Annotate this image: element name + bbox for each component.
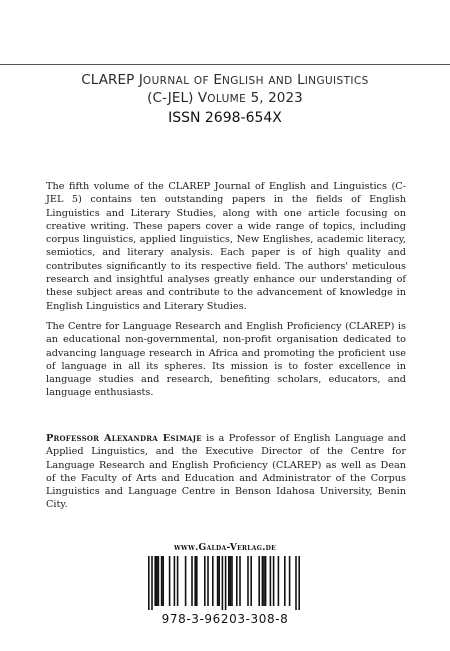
barcode-bar: [217, 556, 219, 606]
editor-name: Professor Alexandra Esimaje: [46, 433, 202, 444]
barcode-bar: [212, 556, 214, 606]
barcode-bar: [218, 556, 220, 606]
barcode-bar: [228, 556, 230, 606]
barcode-bar: [207, 556, 209, 606]
barcode-bar: [284, 556, 286, 606]
barcode-bar: [222, 556, 224, 610]
barcode-bar: [177, 556, 179, 606]
barcode-bar: [194, 556, 196, 606]
barcode-bar: [148, 556, 150, 610]
isbn-number: 978-3-96203-308-8: [161, 612, 289, 626]
barcode-bar: [250, 556, 252, 606]
barcode-bar: [265, 556, 267, 606]
barcode-bar: [196, 556, 198, 606]
barcode-bar: [247, 556, 249, 606]
issn: ISSN 2698-654X: [168, 110, 282, 126]
barcode-bar: [158, 556, 160, 606]
editor-bio-text: is a Professor of English Language and Applied Linguistics, and the Executive Director of the Centre for Language Research and English Proficiency (CLAREP) as well as Dean of the Faculty of Arts and Education and Administrator of the Corpus Linguistics and Language Centre in Benson Idahosa University, Benin City.: [46, 433, 407, 511]
barcode-bar: [161, 556, 163, 606]
journal-title: CLAREP JOURNAL OF ENGLISH AND LINGUISTICS: [81, 72, 369, 88]
barcode-bar: [204, 556, 206, 606]
barcode-bar: [162, 556, 164, 606]
barcode-bar: [169, 556, 171, 606]
barcode-bar: [154, 556, 156, 606]
centre-description: The Centre for Language Research and English Proficiency (CLAREP) is an educational non-governmental, non-profit organisation dedicated to advancing language research in Africa and promoting the proficient use of language in all its spheres. Its mission is to foster excellence in language studies and research, benefiting scholars, educators, and language enthusiasts.: [46, 321, 406, 399]
barcode-bar: [191, 556, 193, 606]
volume-description: The fifth volume of the CLAREP Journal of English and Linguistics (C-JEL 5) contains ten outstanding papers in the fields of English Linguistics and Literary Studies, along with one article focusing on creative writing. These papers cover a wide range of topics, including corpus linguistics, applied linguistics, New Englishes, academic literacy, semiotics, and literary analysis. Each paper is of high quality and contributes significantly to its respective field. The authors' meticulous research and insightful analyses greatly enhance our understanding of these subject areas and contribute to the advancement of knowledge in English Linguistics and Literary Studies.: [46, 181, 406, 312]
barcode-bar: [231, 556, 233, 606]
barcode-bar: [185, 556, 187, 606]
journal-title-line: [0, 72, 450, 90]
barcode-bar: [263, 556, 265, 606]
barcode-bar: [258, 556, 260, 606]
barcode-bar: [298, 556, 300, 610]
barcode-bar: [236, 556, 238, 606]
barcode-bar: [151, 556, 153, 610]
journal-header: [0, 72, 450, 127]
journal-volume-line: [0, 90, 450, 108]
barcode-bar: [270, 556, 272, 606]
barcode-bar: [278, 556, 280, 606]
barcode-bar: [289, 556, 291, 606]
top-rule: [0, 64, 450, 65]
editor-biography: [46, 432, 406, 512]
publisher-url[interactable]: www.Galda-Verlag.de: [174, 543, 276, 553]
barcode-bar: [230, 556, 232, 606]
journal-volume: (C-JEL) VOLUME 5, 2023: [147, 90, 303, 106]
barcode-bar: [295, 556, 297, 610]
barcode-bar: [273, 556, 275, 606]
barcode-bar: [156, 556, 158, 606]
barcode-bar: [225, 556, 227, 610]
isbn-barcode: [148, 556, 302, 612]
barcode-bar: [262, 556, 264, 606]
barcode-bar: [239, 556, 241, 606]
barcode-bar: [174, 556, 176, 606]
